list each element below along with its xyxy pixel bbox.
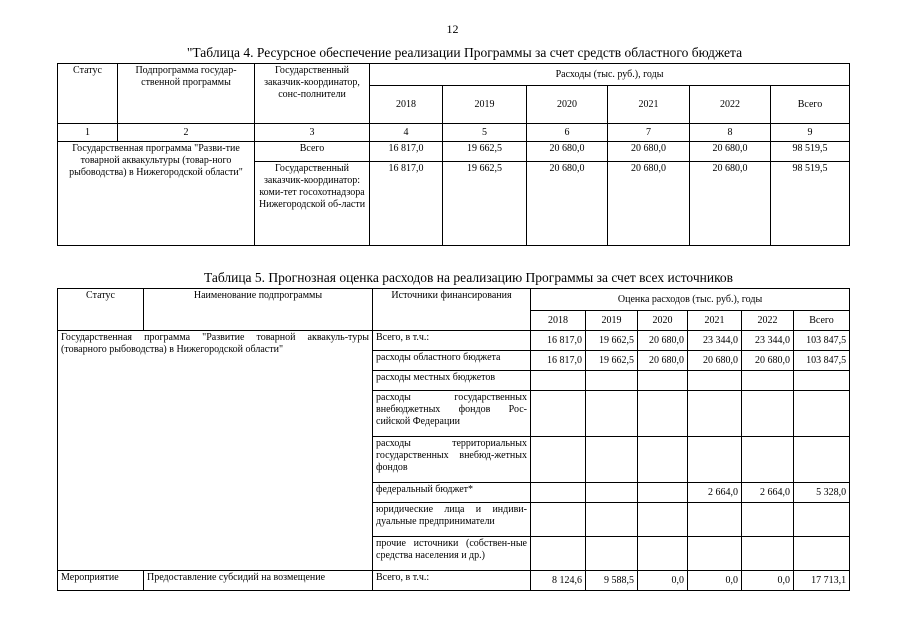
t5-program-name: Государственная программа "Развитие товарной аквакуль-туры (товарного рыбоводства) в Нижегородской области" bbox=[58, 331, 373, 571]
t5-source: расходы территориальных государственных внебюд-жетных фондов bbox=[373, 437, 531, 483]
t5-value: 0,0 bbox=[688, 571, 742, 591]
t4-header-subprogram: Подпрограмма государ-ственной программы bbox=[118, 64, 255, 124]
t5-value bbox=[688, 391, 742, 437]
t4-value: 20 680,0 bbox=[527, 142, 608, 162]
t4-col-number: 7 bbox=[608, 124, 690, 142]
table-row bbox=[58, 571, 850, 591]
table5-caption: Таблица 5. Прогнозная оценка расходов на реализацию Программы за счет всех источников bbox=[203, 270, 734, 285]
t5-source: расходы местных бюджетов bbox=[373, 371, 531, 391]
t4-col-number: 1 bbox=[58, 124, 118, 142]
t5-value bbox=[688, 503, 742, 537]
table-row bbox=[58, 142, 850, 162]
t4-year-2022: 2022 bbox=[690, 86, 771, 124]
t5-source: расходы областного бюджета bbox=[373, 351, 531, 371]
t5-year-2020: 2020 bbox=[638, 311, 688, 331]
t5-value: 103 847,5 bbox=[794, 351, 850, 371]
t4-col-number: 8 bbox=[690, 124, 771, 142]
t4-year-2019: 2019 bbox=[443, 86, 527, 124]
t5-value: 20 680,0 bbox=[638, 331, 688, 351]
t5-value bbox=[742, 537, 794, 571]
t4-value: 19 662,5 bbox=[443, 162, 527, 246]
t5-source: прочие источники (собствен-ные средства населения и др.) bbox=[373, 537, 531, 571]
t5-source: Всего, в т.ч.: bbox=[373, 571, 531, 591]
t5-value: 20 680,0 bbox=[688, 351, 742, 371]
t5-value: 16 817,0 bbox=[531, 331, 586, 351]
t5-value bbox=[794, 371, 850, 391]
t5-header-status: Статус bbox=[58, 289, 144, 331]
t5-value: 23 344,0 bbox=[742, 331, 794, 351]
t5-value bbox=[586, 437, 638, 483]
t4-col-number: 3 bbox=[255, 124, 370, 142]
t5-value: 2 664,0 bbox=[688, 483, 742, 503]
t5-value: 103 847,5 bbox=[794, 331, 850, 351]
t4-value: 98 519,5 bbox=[771, 142, 850, 162]
t5-value bbox=[586, 503, 638, 537]
t5-value: 23 344,0 bbox=[688, 331, 742, 351]
t5-value bbox=[688, 371, 742, 391]
t5-value bbox=[688, 437, 742, 483]
t5-value bbox=[531, 503, 586, 537]
t4-year-2021: 2021 bbox=[608, 86, 690, 124]
t4-value: 16 817,0 bbox=[370, 162, 443, 246]
t4-year-total: Всего bbox=[771, 86, 850, 124]
t4-col-number: 2 bbox=[118, 124, 255, 142]
t4-value: 20 680,0 bbox=[690, 162, 771, 246]
t4-col-number: 4 bbox=[370, 124, 443, 142]
t5-value bbox=[531, 391, 586, 437]
t4-row-label: Государственный заказчик-координатор: коми-тет госохотнадзора Нижегородской об-ласти bbox=[255, 162, 370, 246]
t5-value bbox=[638, 503, 688, 537]
t5-header-estimate: Оценка расходов (тыс. руб.), годы bbox=[531, 289, 850, 311]
t5-value: 9 588,5 bbox=[586, 571, 638, 591]
t5-value bbox=[742, 391, 794, 437]
t5-value bbox=[794, 391, 850, 437]
t5-value: 5 328,0 bbox=[794, 483, 850, 503]
t5-header-subprogram: Наименование подпрограммы bbox=[144, 289, 373, 331]
table4-caption: "Таблица 4. Ресурсное обеспечение реализации Программы за счет средств областного бюджета bbox=[186, 45, 743, 60]
t5-activity-name: Предоставление субсидий на возмещение bbox=[144, 571, 373, 591]
t5-year-total: Всего bbox=[794, 311, 850, 331]
t5-year-2019: 2019 bbox=[586, 311, 638, 331]
t4-value: 16 817,0 bbox=[370, 142, 443, 162]
t5-source: юридические лица и индиви-дуальные предприниматели bbox=[373, 503, 531, 537]
t5-value bbox=[586, 483, 638, 503]
t5-value bbox=[638, 437, 688, 483]
t5-value: 20 680,0 bbox=[638, 351, 688, 371]
t5-source: федеральный бюджет* bbox=[373, 483, 531, 503]
t5-value: 0,0 bbox=[638, 571, 688, 591]
t4-col-number: 5 bbox=[443, 124, 527, 142]
t5-value: 0,0 bbox=[742, 571, 794, 591]
t5-value: 8 124,6 bbox=[531, 571, 586, 591]
t5-value bbox=[586, 391, 638, 437]
t5-value: 20 680,0 bbox=[742, 351, 794, 371]
t5-header-sources: Источники финансирования bbox=[373, 289, 531, 331]
t5-value: 19 662,5 bbox=[586, 331, 638, 351]
t5-value bbox=[531, 371, 586, 391]
t4-header-status: Статус bbox=[58, 64, 118, 124]
table4 bbox=[57, 63, 850, 246]
t5-year-2022: 2022 bbox=[742, 311, 794, 331]
t4-program-name: Государственная программа "Разви-тие товарной аквакультуры (товар-ного рыбоводства) в Нижегородской области" bbox=[58, 142, 255, 246]
t5-value bbox=[531, 437, 586, 483]
t5-value bbox=[742, 503, 794, 537]
t5-value bbox=[531, 483, 586, 503]
t5-value bbox=[638, 537, 688, 571]
table5 bbox=[57, 288, 850, 591]
t4-row-label: Всего bbox=[255, 142, 370, 162]
t5-value bbox=[638, 483, 688, 503]
t5-value bbox=[586, 537, 638, 571]
t4-value: 20 680,0 bbox=[608, 162, 690, 246]
t5-value bbox=[742, 371, 794, 391]
t4-col-number: 6 bbox=[527, 124, 608, 142]
t5-value: 16 817,0 bbox=[531, 351, 586, 371]
t5-value: 19 662,5 bbox=[586, 351, 638, 371]
t5-value bbox=[794, 503, 850, 537]
t5-activity-status: Мероприятие bbox=[58, 571, 144, 591]
t5-value bbox=[531, 537, 586, 571]
t4-year-2018: 2018 bbox=[370, 86, 443, 124]
t5-year-2021: 2021 bbox=[688, 311, 742, 331]
table-row bbox=[58, 331, 850, 351]
t5-source: Всего, в т.ч.: bbox=[373, 331, 531, 351]
t5-value bbox=[638, 371, 688, 391]
t4-year-2020: 2020 bbox=[527, 86, 608, 124]
t5-value: 2 664,0 bbox=[742, 483, 794, 503]
t4-col-numbers-row bbox=[58, 124, 850, 142]
t4-value: 20 680,0 bbox=[527, 162, 608, 246]
t4-value: 20 680,0 bbox=[690, 142, 771, 162]
t5-source: расходы государственных внебюджетных фондов Рос-сийской Федерации bbox=[373, 391, 531, 437]
t4-value: 20 680,0 bbox=[608, 142, 690, 162]
t5-value bbox=[586, 371, 638, 391]
t5-value bbox=[794, 437, 850, 483]
t4-col-number: 9 bbox=[771, 124, 850, 142]
t4-header-customer: Государственный заказчик-координатор, сонс-полнители bbox=[255, 64, 370, 124]
t5-value bbox=[638, 391, 688, 437]
t4-header-expenses: Расходы (тыс. руб.), годы bbox=[370, 64, 850, 86]
t5-value: 17 713,1 bbox=[794, 571, 850, 591]
t4-value: 98 519,5 bbox=[771, 162, 850, 246]
t4-value: 19 662,5 bbox=[443, 142, 527, 162]
t5-year-2018: 2018 bbox=[531, 311, 586, 331]
t5-value bbox=[688, 537, 742, 571]
page-number: 12 bbox=[446, 22, 459, 36]
t5-value bbox=[794, 537, 850, 571]
t5-value bbox=[742, 437, 794, 483]
